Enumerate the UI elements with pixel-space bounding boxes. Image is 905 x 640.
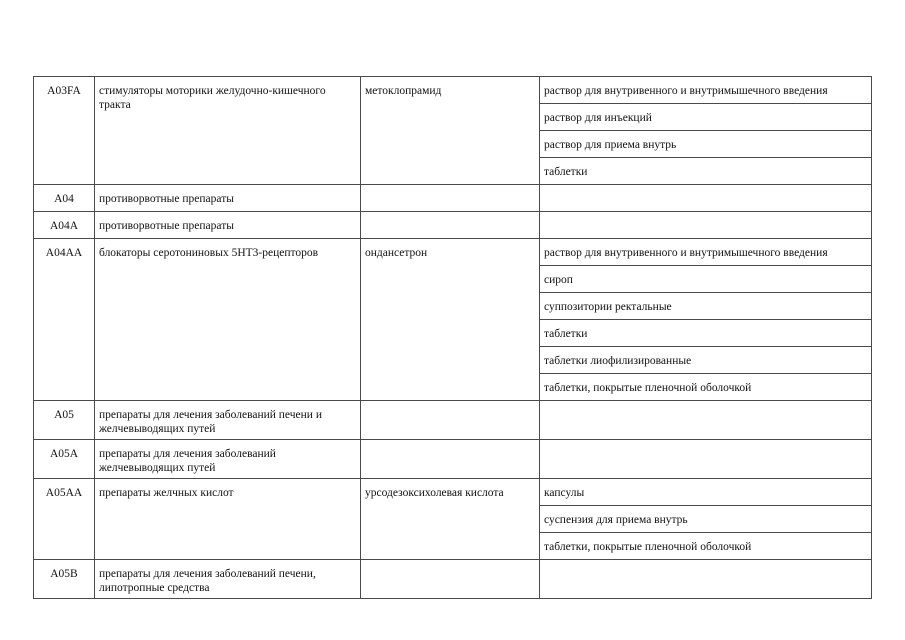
group-name-cell: стимуляторы моторики желудочно-кишечного тракта: [95, 77, 361, 185]
group-name-cell: противорвотные препараты: [95, 185, 361, 212]
drug-name-cell: ондансетрон: [361, 239, 540, 401]
drug-name-cell: [361, 560, 540, 599]
group-name-cell: препараты для лечения заболеваний печени и желчевыводящих путей: [95, 401, 361, 440]
atc-code-cell: A04: [34, 185, 95, 212]
table-row: [34, 440, 872, 479]
drug-table: [33, 76, 872, 599]
group-name-cell: препараты для лечения заболеваний желчевыводящих путей: [95, 440, 361, 479]
dosage-form-cell: таблетки: [540, 320, 872, 347]
table-row: [34, 212, 872, 239]
dosage-form-cell: [540, 560, 872, 599]
group-name-cell: противорвотные препараты: [95, 212, 361, 239]
dosage-form-cell: суппозитории ректальные: [540, 293, 872, 320]
dosage-form-cell: [540, 440, 872, 479]
dosage-form-cell: капсулы: [540, 479, 872, 506]
dosage-form-cell: раствор для инъекций: [540, 104, 872, 131]
drug-name-cell: [361, 440, 540, 479]
dosage-form-cell: таблетки: [540, 158, 872, 185]
dosage-form-cell: [540, 185, 872, 212]
atc-code-cell: A04AA: [34, 239, 95, 401]
group-name-cell: препараты для лечения заболеваний печени, липотропные средства: [95, 560, 361, 599]
drug-name-cell: метоклопрамид: [361, 77, 540, 185]
dosage-form-cell: раствор для внутривенного и внутримышечного введения: [540, 77, 872, 104]
table-row: [34, 401, 872, 440]
dosage-form-cell: суспензия для приема внутрь: [540, 506, 872, 533]
table-row: [34, 185, 872, 212]
atc-code-cell: A05B: [34, 560, 95, 599]
table-row: [34, 77, 872, 104]
dosage-form-cell: раствор для внутривенного и внутримышечного введения: [540, 239, 872, 266]
atc-code-cell: A05A: [34, 440, 95, 479]
atc-code-cell: A05AA: [34, 479, 95, 560]
group-name-cell: блокаторы серотониновых 5HT3-рецепторов: [95, 239, 361, 401]
dosage-form-cell: раствор для приема внутрь: [540, 131, 872, 158]
atc-code-cell: A05: [34, 401, 95, 440]
table-row: [34, 479, 872, 506]
atc-code-cell: A04A: [34, 212, 95, 239]
drug-name-cell: [361, 401, 540, 440]
dosage-form-cell: [540, 401, 872, 440]
dosage-form-cell: таблетки, покрытые пленочной оболочкой: [540, 374, 872, 401]
table-row: [34, 239, 872, 266]
drug-name-cell: [361, 212, 540, 239]
drug-name-cell: урсодезоксихолевая кислота: [361, 479, 540, 560]
group-name-cell: препараты желчных кислот: [95, 479, 361, 560]
table-row: [34, 560, 872, 599]
dosage-form-cell: сироп: [540, 266, 872, 293]
dosage-form-cell: таблетки лиофилизированные: [540, 347, 872, 374]
atc-code-cell: A03FA: [34, 77, 95, 185]
dosage-form-cell: [540, 212, 872, 239]
dosage-form-cell: таблетки, покрытые пленочной оболочкой: [540, 533, 872, 560]
drug-name-cell: [361, 185, 540, 212]
